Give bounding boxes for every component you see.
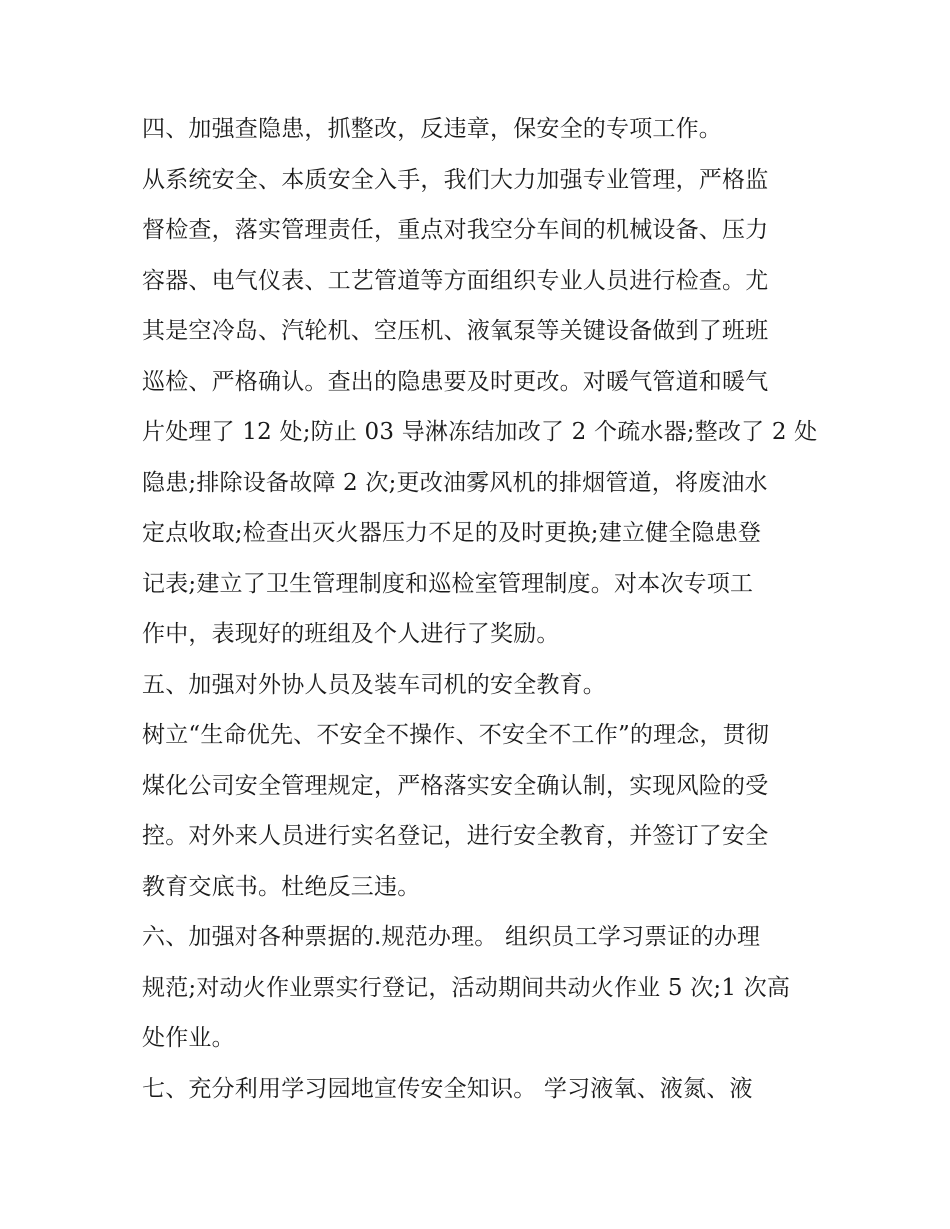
paragraph-line: 定点收取;检查出灭火器压力不足的及时更换;建立健全隐患登	[142, 520, 762, 546]
paragraph-line: 其是空冷岛、汽轮机、空压机、液氧泵等关键设备做到了班班	[142, 318, 769, 344]
paragraph-line: 煤化公司安全管理规定，严格落实安全确认制，实现风险的受	[142, 773, 769, 799]
paragraph-line: 教育交底书。杜绝反三违。	[142, 874, 421, 900]
section-heading-5: 五、加强对外协人员及装车司机的安全教育。	[142, 672, 606, 698]
section-heading-6: 六、加强对各种票据的.规范办理。 组织员工学习票证的办理	[142, 924, 761, 950]
paragraph-line: 控。对外来人员进行实名登记，进行安全教育，并签订了安全	[142, 823, 769, 849]
paragraph-line: 督检查，落实管理责任，重点对我空分车间的机械设备、压力	[142, 217, 769, 243]
paragraph-line: 从系统安全、本质安全入手，我们大力加强专业管理，严格监	[142, 167, 769, 193]
paragraph-line: 处作业。	[142, 1025, 235, 1051]
paragraph-line: 记表;建立了卫生管理制度和巡检室管理制度。对本次专项工	[142, 571, 754, 597]
paragraph-line: 树立“生命优先、不安全不操作、不安全不工作”的理念，贯彻	[142, 722, 770, 748]
paragraph-line: 作中，表现好的班组及个人进行了奖励。	[142, 621, 560, 647]
paragraph-line: 容器、电气仪表、工艺管道等方面组织专业人员进行检查。尤	[142, 268, 769, 294]
paragraph-line: 片处理了 12 处;防止 03 导淋冻结加改了 2 个疏水器;整改了 2 处	[142, 419, 818, 445]
paragraph-line: 巡检、严格确认。查出的隐患要及时更改。对暖气管道和暖气	[142, 369, 769, 395]
section-heading-4: 四、加强查隐患，抓整改，反违章，保安全的专项工作。	[142, 116, 722, 142]
paragraph-line: 规范;对动火作业票实行登记，活动期间共动火作业 5 次;1 次高	[142, 975, 791, 1001]
section-heading-7: 七、充分利用学习园地宣传安全知识。 学习液氧、液氮、液	[142, 1076, 753, 1102]
paragraph-line: 隐患;排除设备故障 2 次;更改油雾风机的排烟管道，将废油水	[142, 470, 768, 496]
